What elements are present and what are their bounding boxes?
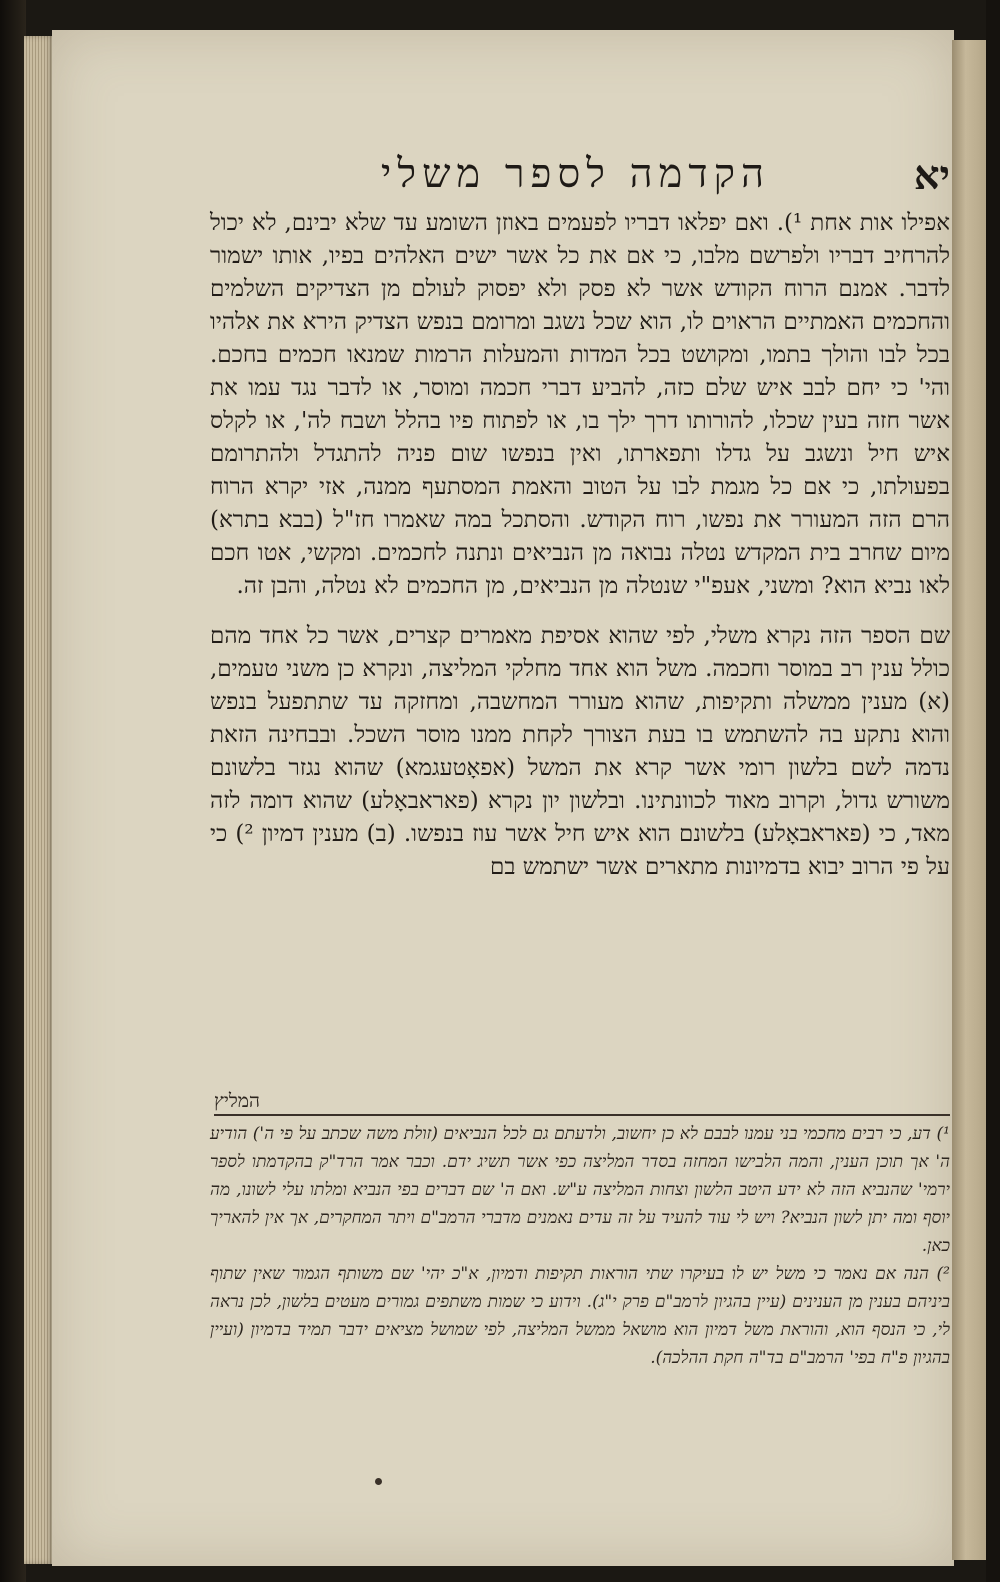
page-edges-left xyxy=(24,36,54,1564)
paragraph-1: אפילו אות אחת ¹). ואם יפלאו דבריו לפעמים באוזן השומע עד שלא יבינם, לא יכול להרחיב דבריו ולפרשם מלבו, כי אם את כל אשר ישים האלהים בפיו, אותו ישמור לדבר. אמנם הרוח הקודש אשר לא פסק ולא יפסוק לעולם מן הצדיקים השלמים והחכמים האמתיים הראוים לו, הוא שכל נשגב ומרומם בנפש הצדיק הירא את אלהיו בכל לבו והולך בתמו, ומקושט בכל המדות והמעלות הרמות שמנאו חכמים בחכם. והי' כי יחם לבב איש שלם כזה, להביע דברי חכמה ומוסר, או לדבר נגד עמו את אשר חזה בעין שכלו, להורותו דרך ילך בו, או לפתוח פיו בהלל ושבח לה', או לקלס איש חיל ונשגב על גדלו ותפארתו, ואין בנפשו שום פניה להתגדל ולהתרומם בפעולתו, כי אם כל מגמת לבו על הטוב והאמת המסתעף ממנה, אזי יקרא הרוח הרם הזה המעורר את נפשו, רוח הקודש. והסתכל במה שאמרו חז"ל (בבא בתרא) מיום שחרב בית המקדש נטלה נבואה מן הנביאים ונתנה לחכמים. ומקשי, אטו חכם לאו נביא הוא? ומשני, אעפ"י שנטלה מן הנביאים, מן החכמים לא נטלה, והבן זה. xyxy=(210,210,950,599)
book-spine-left xyxy=(0,0,26,1582)
background-right xyxy=(986,0,1000,1582)
page-number: יא xyxy=(913,152,950,199)
footnotes xyxy=(210,1120,950,1372)
footnote-1: ¹) דע, כי רבים מחכמי בני עמנו לבבם לא כן יחשוב, ולדעתם גם לכל הנביאים (זולת משה שכתב על פי ה') הודיע ה' אך תוכן הענין, והמה הלבישו המחזה בסדר המליצה כפי אשר תשיג ידם. וכבר אמר הרד"ק בהקדמתו לספר ירמי' שהנביא הזה לא ידע היטב הלשון וצחות המליצה ע"ש. ואם ה' שם דברים בפי הנביא ומלתו עלי לשונו, מה יוסף ומה יתן לשון הנביא? ויש לי עוד להעיד על זה עדים נאמנים מדברי הרמב"ם ויתר המחקרים, אך אין להאריך כאן. xyxy=(210,1124,950,1256)
ink-spot xyxy=(375,1478,382,1485)
page-header xyxy=(160,150,950,210)
footnote-2: ²) הנה אם נאמר כי משל יש לו בעיקרו שתי הוראות תקיפות ודמיון, א"כ יהי' שם משותף הגמור שאין שתוף ביניהם בענין מן הענינים (עיין בהגיון לרמב"ם פרק י"ג). וידוע כי שמות משתפים גמורים מעטים בלשון, לכן נראה לי, כי הנסף הוא, והוראת משל דמיון הוא מושאל ממשל המליצה, לפי שמושל מציאים ידבר תמיד בדמיון (ועיין בהגיון פ"ח בפי' הרמב"ם בד"ה חקת ההלכה). xyxy=(210,1264,950,1368)
main-text xyxy=(210,207,950,884)
running-title: הקדמה לספר משלי xyxy=(380,151,770,197)
page-edge-right xyxy=(952,40,986,1560)
paragraph-2: שם הספר הזה נקרא משלי, לפי שהוא אסיפת מאמרים קצרים, אשר כל אחד מהם כולל ענין רב במוסר וחכמה. משל הוא אחד מחלקי המליצה, ונקרא כן משני טעמים, (א) מענין ממשלה ותקיפות, שהוא מעורר המחשבה, ומחזקה עד שתתפעל בנפש והוא נתקע בה להשתמש בו בעת הצורך לקחת ממנו מוסר השכל. ובבחינה הזאת נדמה לשם בלשון רומי אשר קרא את המשל (אפאָטעגמא) שהוא נגזר בלשונם משורש גדול, וקרוב מאוד לכוונתינו. ובלשון יון נקרא (פאראבאָלע) שהוא דומה לזה מאד, כי (פאראבאָלע) בלשונם הוא איש חיל אשר עוז בנפשו. (ב) מענין דמיון ²) כי על פי הרוב יבוא בדמיונות מתארים אשר ישתמש בם xyxy=(210,623,950,880)
footnote-rule xyxy=(214,1114,950,1116)
catchword: המליץ xyxy=(214,1090,260,1112)
